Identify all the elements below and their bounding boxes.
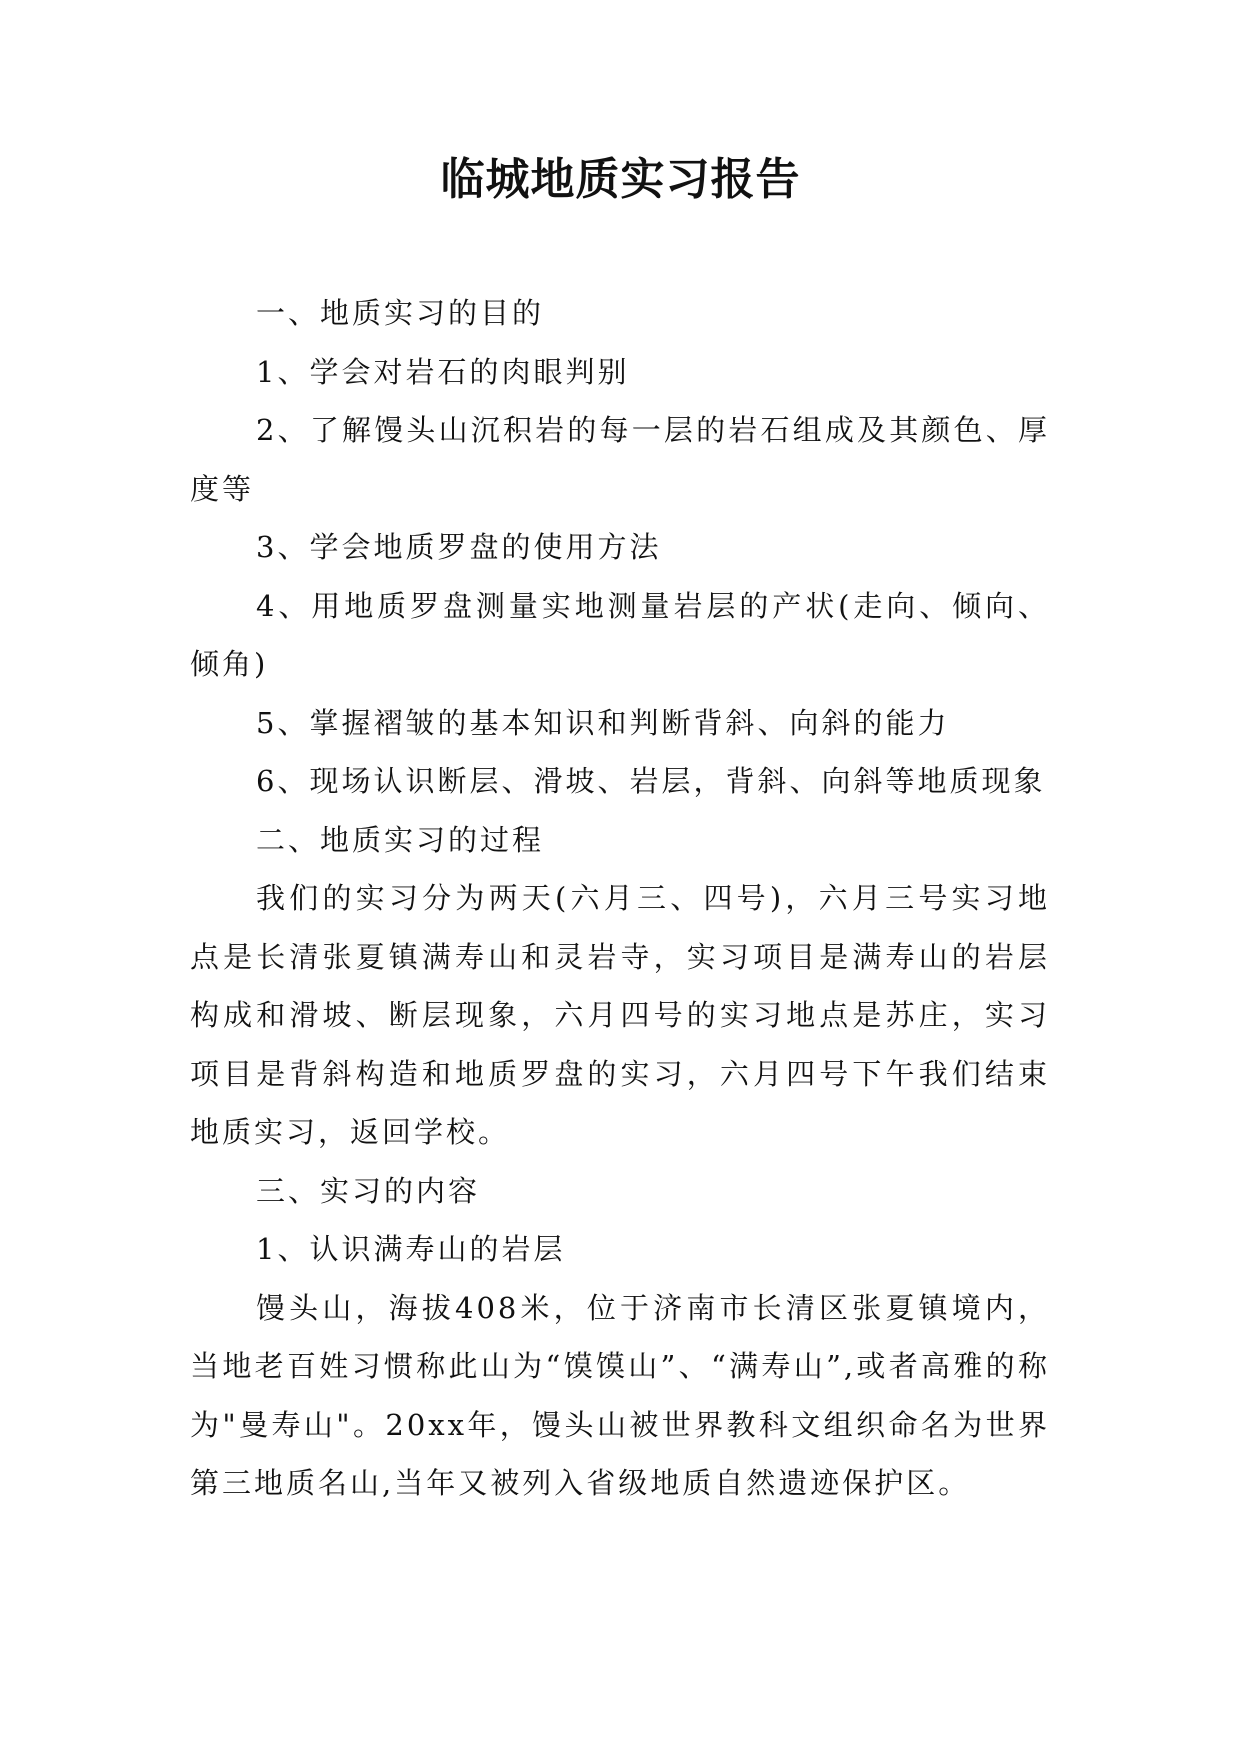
content-subheading-1: 1、认识满寿山的岩层 (256, 1232, 566, 1266)
document-body (190, 284, 1050, 1513)
purpose-item-3: 3、学会地质罗盘的使用方法 (256, 530, 662, 564)
section-heading-content: 三、实习的内容 (256, 1173, 481, 1208)
purpose-item-2: 2、了解馒头山沉积岩的每一层的岩石组成及其颜色、厚度等 (190, 413, 1050, 506)
process-paragraph: 我们的实习分为两天(六月三、四号)，六月三号实习地点是长清张夏镇满寿山和灵岩寺，实习项目是满寿山的岩层构成和滑坡、断层现象，六月四号的实习地点是苏庄，实习项目是背斜构造和地质罗盘的实习，六月四号下午我们结束地质实习，返回学校。 (190, 881, 1050, 1149)
document-title: 临城地质实习报告 (440, 154, 801, 205)
content-paragraph-1: 馒头山，海拔408米，位于济南市长清区张夏镇境内，当地老百姓习惯称此山为“馍馍山”、“满寿山”,或者高雅的称为"曼寿山"。20xx年，馒头山被世界教科文组织命名为世界第三地质名山,当年又被列入省级地质自然遗迹保护区。 (190, 1290, 1050, 1500)
purpose-item-5: 5、掌握褶皱的基本知识和判断背斜、向斜的能力 (256, 705, 950, 740)
purpose-item-1: 1、学会对岩石的肉眼判别 (256, 354, 630, 389)
section-heading-process: 二、地质实习的过程 (256, 822, 545, 857)
purpose-item-4: 4、用地质罗盘测量实地测量岩层的产状(走向、倾向、倾角) (190, 588, 1050, 681)
section-heading-purpose: 一、地质实习的目的 (256, 296, 545, 330)
purpose-item-6: 6、现场认识断层、滑坡、岩层，背斜、向斜等地质现象 (256, 764, 1046, 798)
